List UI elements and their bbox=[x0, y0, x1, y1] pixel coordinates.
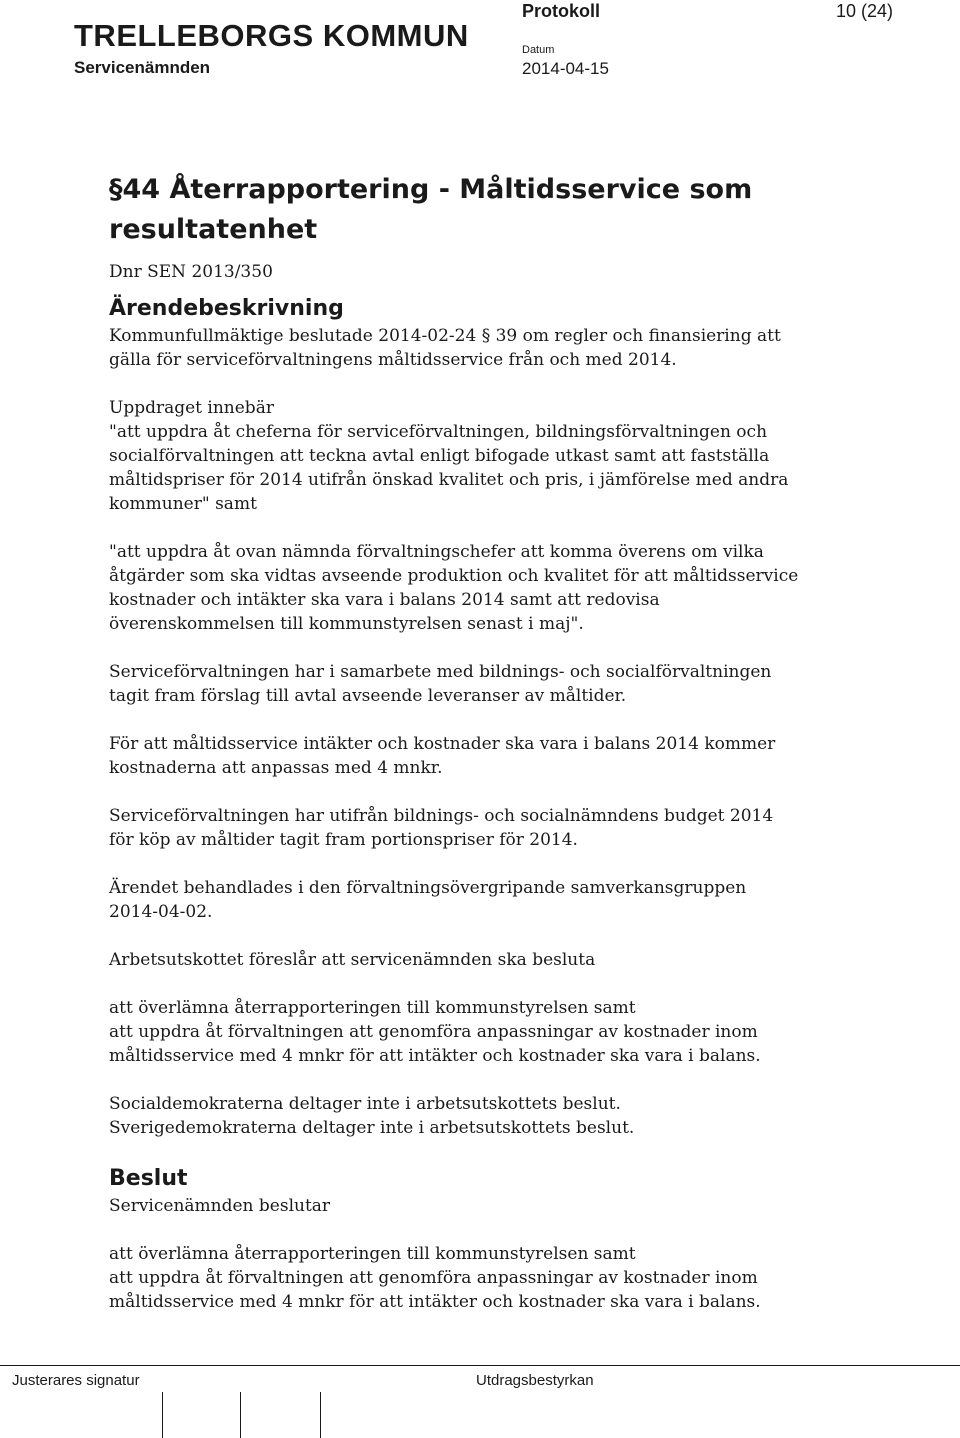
paragraph: För att måltidsservice intäkter och kostnader ska vara i balans 2014 kommer kostnaderna att anpassas med 4 mnkr. bbox=[109, 734, 776, 778]
case-number: Dnr SEN 2013/350 bbox=[109, 262, 273, 282]
decision-intro: Servicenämnden beslutar bbox=[109, 1196, 331, 1216]
signature-box-divider bbox=[240, 1392, 241, 1438]
paragraph: "att uppdra åt ovan nämnda förvaltningschefer att komma överens om vilka åtgärder som ska vidtas avseende produktion och kvalitet för att måltidsservice kostnader och intäkter ska vara i balans 2014 samt att redovisa överenskommelsen till kommunstyrelsen senast i maj". bbox=[109, 542, 799, 634]
paragraph: Ärendet behandlades i den förvaltningsövergripande samverkansgruppen 2014-04-02. bbox=[109, 878, 747, 922]
paragraph: Serviceförvaltningen har i samarbete med bildnings- och socialförvaltningen tagit fram förslag till avtal avseende leveranser av måltider. bbox=[109, 662, 772, 706]
document-body bbox=[109, 170, 799, 1314]
paragraph: att överlämna återrapporteringen till kommunstyrelsen samt bbox=[109, 998, 636, 1018]
paragraph: Kommunfullmäktige beslutade 2014-02-24 § 39 om regler och finansiering att gälla för serviceförvaltningens måltidsservice från och med 2014. bbox=[109, 326, 781, 370]
paragraph: Sverigedemokraterna deltager inte i arbetsutskottets beslut. bbox=[109, 1118, 635, 1138]
decision-item: att överlämna återrapporteringen till kommunstyrelsen samt bbox=[109, 1244, 636, 1264]
paragraph: att uppdra åt förvaltningen att genomföra anpassningar av kostnader inom måltidsservice med 4 mnkr för att intäkter och kostnader ska vara i balans. bbox=[109, 1022, 761, 1066]
page-number: 10 (24) bbox=[836, 1, 894, 21]
paragraph: Socialdemokraterna deltager inte i arbetsutskottets beslut. bbox=[109, 1094, 621, 1114]
paragraph: "att uppdra åt cheferna för serviceförvaltningen, bildningsförvaltningen och socialförvaltningen att teckna avtal enligt bifogade utkast samt att fastställa måltidspriser för 2014 utifrån önskad kvalitet och pris, i jämförelse med andra kommuner" samt bbox=[109, 422, 789, 514]
section-title: §44 Återrapportering - Måltidsservice som resultatenhet bbox=[109, 174, 753, 245]
signature-box-divider bbox=[320, 1392, 321, 1438]
case-description-heading: Ärendebeskrivning bbox=[109, 296, 344, 321]
document-date: 2014-04-15 bbox=[522, 59, 609, 78]
decision-item: att uppdra åt förvaltningen att genomföra anpassningar av kostnader inom måltidsservice med 4 mnkr för att intäkter och kostnader ska vara i balans. bbox=[109, 1268, 761, 1312]
organization-name: TRELLEBORGS KOMMUN bbox=[74, 18, 469, 53]
paragraph: Uppdraget innebär bbox=[109, 398, 274, 418]
extract-label: Utdragsbestyrkan bbox=[476, 1372, 594, 1389]
date-label: Datum bbox=[522, 44, 555, 56]
decision-heading: Beslut bbox=[109, 1166, 188, 1191]
signature-label: Justerares signatur bbox=[12, 1372, 140, 1389]
document-type: Protokoll bbox=[522, 1, 601, 21]
department-name: Servicenämnden bbox=[74, 58, 211, 77]
paragraph: Serviceförvaltningen har utifrån bildnings- och socialnämndens budget 2014 för köp av måltider tagit fram portionspriser för 2014. bbox=[109, 806, 774, 850]
signature-box-divider bbox=[162, 1392, 163, 1438]
footer-divider bbox=[0, 1365, 960, 1366]
paragraph: Arbetsutskottet föreslår att servicenämnden ska besluta bbox=[109, 950, 596, 970]
